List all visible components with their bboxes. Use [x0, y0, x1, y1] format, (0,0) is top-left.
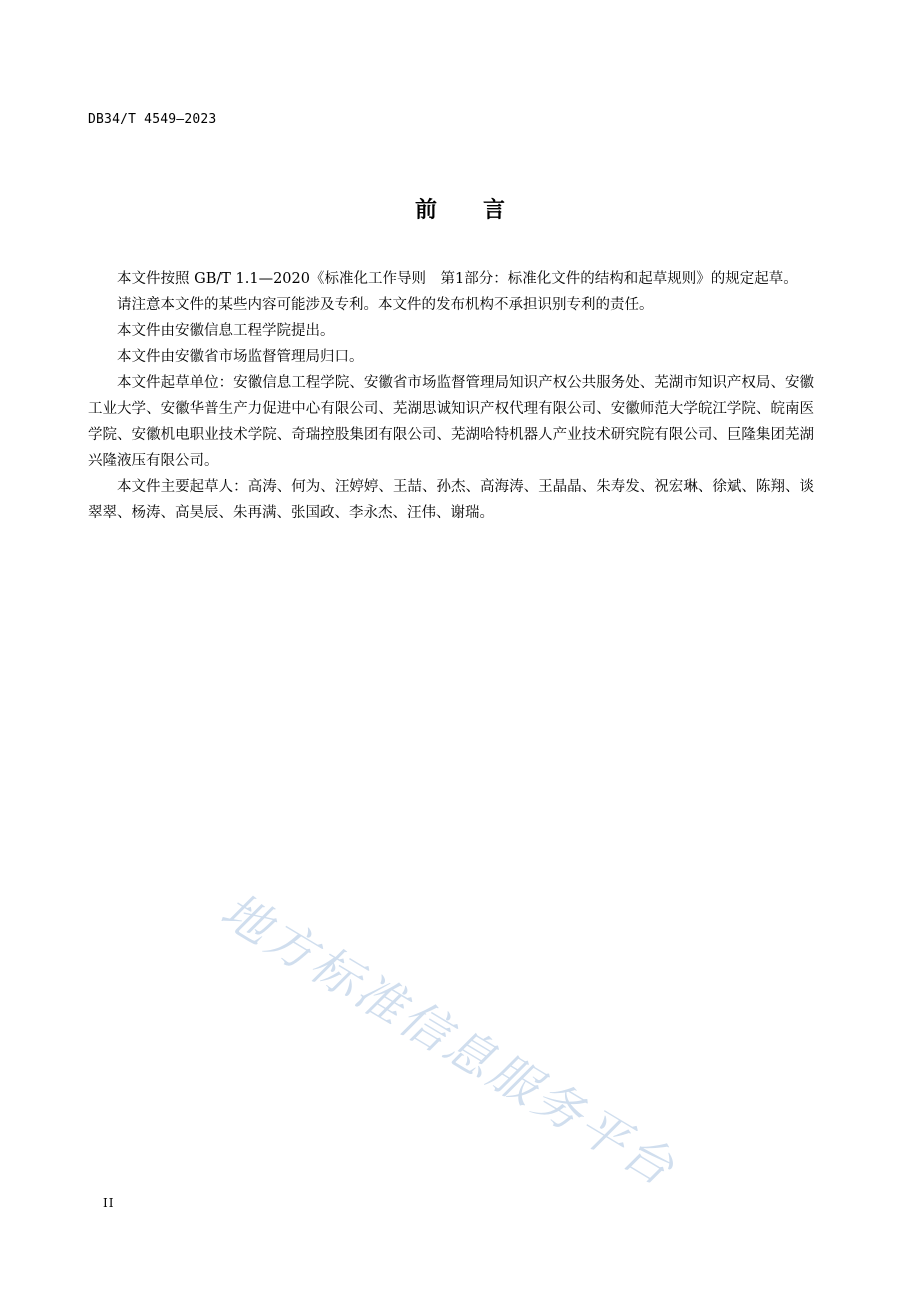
document-code: DB34/T 4549—2023	[88, 112, 217, 127]
section-title	[0, 193, 920, 224]
paragraph-proposer: 本文件由安徽信息工程学院提出。	[117, 323, 335, 339]
paragraph-administrator: 本文件由安徽省市场监督管理局归口。	[117, 349, 364, 365]
paragraph-main-drafters: 本文件主要起草人：高涛、何为、汪婷婷、王喆、孙杰、高海涛、王晶晶、朱寿发、祝宏琳、徐斌、陈翔、谈翠翠、杨涛、高昊辰、朱再满、张国政、李永杰、汪伟、谢瑞。	[88, 479, 814, 521]
paragraph-drafting-units: 本文件起草单位：安徽信息工程学院、安徽省市场监督管理局知识产权公共服务处、芜湖市知识产权局、安徽工业大学、安徽华普生产力促进中心有限公司、芜湖思诚知识产权代理有限公司、安徽师范大学皖江学院、皖南医学院、安徽机电职业技术学院、奇瑞控股集团有限公司、芜湖哈特机器人产业技术研究院有限公司、巨隆集团芜湖兴隆液压有限公司。	[88, 375, 814, 469]
section-title-char-1: 前	[414, 198, 437, 223]
page-number: II	[103, 1196, 115, 1210]
paragraph-patent-notice: 请注意本文件的某些内容可能涉及专利。本文件的发布机构不承担识别专利的责任。	[117, 297, 654, 313]
watermark: 地方标准信息服务平台	[211, 882, 686, 1199]
section-title-char-2: 言	[483, 198, 506, 223]
paragraph-drafting-rules: 本文件按照 GB/T 1.1—2020《标准化工作导则 第1部分：标准化文件的结构和起草规则》的规定起草。	[117, 271, 798, 287]
foreword-body	[88, 266, 814, 526]
